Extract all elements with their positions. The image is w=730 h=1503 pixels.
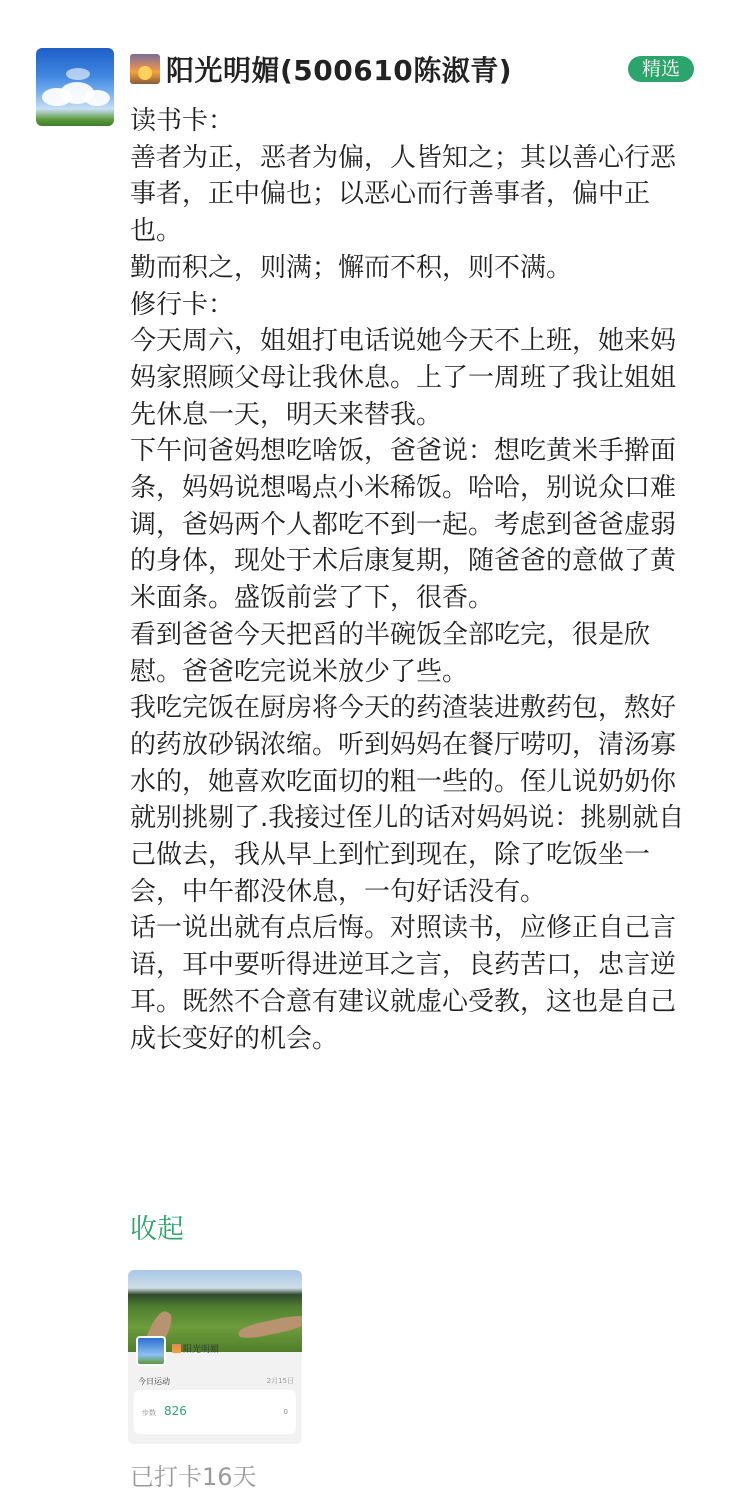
card-date: 2月15日 (266, 1377, 294, 1385)
card-today-label: 今日运动 (138, 1377, 170, 1386)
steps-value: 826 (164, 1404, 187, 1418)
steps-label: 步数 (142, 1409, 156, 1417)
post-header (130, 48, 694, 90)
post-content: 读书卡： 善者为正，恶者为偏，人皆知之；其以善心行恶事者，正中偏也；以恶心而行善事者，偏中正也。 勤而积之，则满；懈而不积，则不满。 修行卡： 今天周六，姐姐打电话说她今天不上班，她来妈妈家照顾父母让我休息。上了一周班了我让姐姐先休息一天，明天来替我。 下午问爸妈想吃啥饭，爸爸说：想吃黄米手擀面条，妈妈说想喝点小米稀饭。哈哈，别说众口难调，爸妈两个人都吃不到一起。考虑到爸爸虚弱的身体，现处于术后康复期，随爸爸的意做了黄米面条。盛饭前尝了下，很香。 看到爸爸今天把舀的半碗饭全部吃完，很是欣慰。爸爸吃完说米放少了些。 我吃完饭在厨房将今天的药渣装进敷药包，熬好的药放砂锅浓缩。听到妈妈在餐厅唠叨，清汤寡水的，她喜欢吃面切的粗一些的。侄儿说奶奶你就别挑剔了.我接过侄儿的话对妈妈说：挑剔就自己做去，我从早上到忙到现在，除了吃饭坐一会，中午都没休息，一句好话没有。 话一说出就有点后悔。对照读书，应修正自己言语，耳中要听得进逆耳之言，良药苦口，忠言逆耳。既然不合意有建议就虚心受教，这也是自己成长变好的机会。 (130, 106, 685, 1054)
sunrise-icon (130, 54, 160, 84)
checkin-days: 已打卡16天 (130, 1463, 257, 1491)
author-name[interactable]: 阳光明媚(500610陈淑青) (166, 54, 512, 87)
sunrise-icon (172, 1344, 181, 1353)
avatar[interactable] (36, 48, 114, 126)
card-stats (134, 1390, 296, 1434)
card-user-name: 阳光明媚 (172, 1342, 219, 1355)
card-avatar (136, 1336, 166, 1366)
featured-badge: 精选 (628, 56, 694, 82)
collapse-link[interactable]: 收起 (130, 1214, 184, 1245)
exercise-card[interactable] (128, 1270, 302, 1444)
likes-count[interactable]: 0 (283, 1408, 288, 1416)
